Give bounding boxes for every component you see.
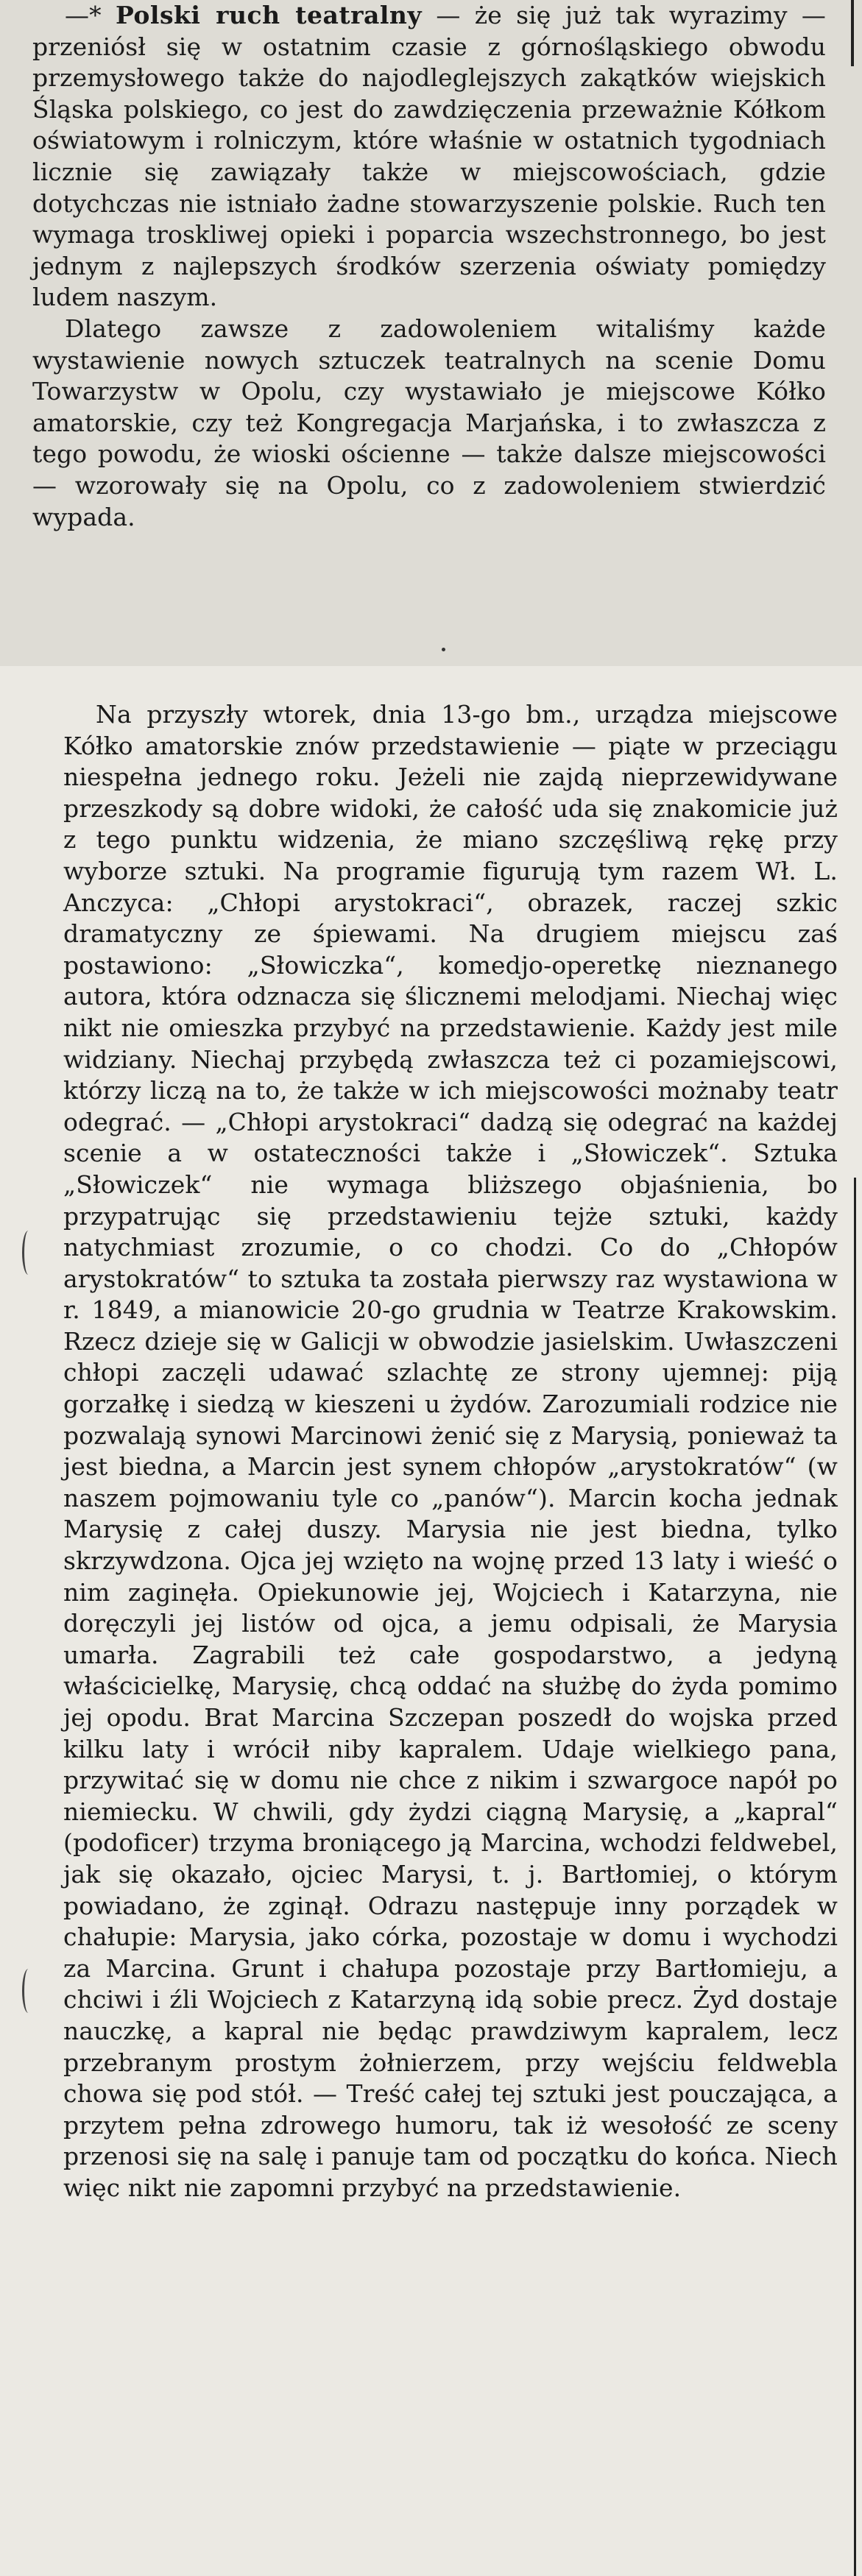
margin-pencil-mark [22, 1231, 35, 1275]
article-polski-ruch-teatralny [32, 0, 826, 533]
article-theatre-announcement [63, 699, 838, 2204]
article-1-lead-text: — że się już tak wyrazimy — przeniósł się w ostatnim czasie z górnośląskiego obwodu przemysłowego także do najodleglejszych zakątków wiejskich Śląska polskiego, co jest do zawdzięczenia przeważnie Kółkom oświatowym i rolniczym, które właśnie w ostatnich tygodniach licznie się zawiązały także w miejscowościach, gdzie dotychczas nie istniało żadne stowarzyszenie polskie. Ruch ten wymaga troskliwej opieki i poparcia wszechstronnego, bo jest jednym z najlepszych środków szerzenia oświaty pomiędzy ludem naszym. [32, 1, 827, 312]
article-1-title: Polski ruch teatralny [115, 1, 423, 29]
lead-marker: —* [65, 1, 102, 29]
article-1-paragraph-1 [32, 0, 826, 314]
margin-pencil-mark [22, 1969, 35, 2013]
column-rule-top [851, 0, 854, 66]
article-1-paragraph-2: Dlatego zawsze z zadowoleniem witaliśmy każde wystawienie nowych sztuczek teatralnych na scenie Domu Towarzystw w Opolu, czy wystawiało je miejscowe Kółko amatorskie, czy też Kongregacja Marjańska, i to zwłaszcza z tego powodu, że wioski ościenne — także dalsze miejscowości — wzorowały się na Opolu, co z zadowoleniem stwierdzić wypada. [32, 314, 826, 531]
separator-dot [442, 648, 445, 651]
column-rule-right [854, 1178, 856, 2576]
article-2-paragraph-1: Na przyszły wtorek, dnia 13-go bm., urządza miejscowe Kółko amatorskie znów przedstawienie — piąte w przeciągu niespełna jednego roku. Jeżeli nie zajdą nieprzewidywane przeszkody są dobre widoki, że całość uda się znakomicie już z tego punktu widzenia, że miano szczęśliwą rękę przy wyborze sztuki. Na programie figurują tym razem Wł. L. Anczyca: „Chłopi arystokraci“, obrazek, raczej szkic dramatyczny ze śpiewami. Na drugiem miejscu zaś postawiono: „Słowiczka“, komedjo-operetkę nieznanego autora, która odznacza się ślicznemi melodjami. Niechaj więc nikt nie omieszka przybyć na przedstawienie. Każdy jest mile widziany. Niechaj przybędą zwłaszcza też ci pozamiejscowi, którzy liczą na to, że także w ich miejscowości możnaby teatr odegrać. — „Chłopi arystokraci“ dadzą się odegrać na każdej scenie a w ostateczności także i „Słowiczek“. Sztuka „Słowiczek“ nie wymaga bliższego objaśnienia, bo przypatrując się przedstawieniu tejże sztuki, każdy natychmiast zrozumie, o co chodzi. Co do „Chłopów arystokratów“ to sztuka ta została pierwszy raz wystawiona w r. 1849, a mianowicie 20-go grudnia w Teatrze Krakowskim. Rzecz dzieje się w Galicji w obwodzie jasielskim. Uwłaszczeni chłopi zaczęli udawać szlachtę ze strony ujemnej: piją gorzałkę i siedzą w kieszeni u żydów. Zarozumiali rodzice nie pozwalają synowi Marcinowi żenić się z Marysią, ponieważ ta jest biedna, a Marcin jest synem chłopów „arystokratów“ (w naszem pojmowaniu tyle co „panów“). Marcin kocha jednak Marysię z całej duszy. Marysia nie jest biedna, tylko skrzywdzona. Ojca jej wzięto na wojnę przed 13 laty i wieść o nim zaginęła. Opiekunowie jej, Wojciech i Katarzyna, nie doręczyli jej listów od ojca, a jemu odpisali, że Marysia umarła. Zagrabili też całe gospodarstwo, a jedyną właścicielkę, Marysię, chcą oddać na służbę do żyda pomimo jej opodu. Brat Marcina Szczepan poszedł do wojska przed kilku laty i wrócił niby kapralem. Udaje wielkiego pana, przywitać się w domu nie chce z nikim i szwargoce napół po niemiecku. W chwili, gdy żydzi ciągną Marysię, a „kapral“ (podoficer) trzyma broniącego ją Marcina, wchodzi feldwebel, jak się okazało, ojciec Marysi, t. j. Bartłomiej, o którym powiadano, że zginął. Odrazu następuje inny porządek w chałupie: Marysia, jako córka, pozostaje w domu i wychodzi za Marcina. Grunt i chałupa pozostaje przy Bartłomieju, a chciwi i źli Wojciech z Katarzyną idą sobie precz. Żyd dostaje nauczkę, a kapral nie będąc prawdziwym kapralem, lecz przebranym prostym żołnierzem, przy wejściu feldwebla chowa się pod stół. — Treść całej tej sztuki jest pouczająca, a przytem pełna zdrowego humoru, tak iż wesołość ze sceny przenosi się na salę i panuje tam od początku do końca. Niech więc nikt nie zapomni przybyć na przedstawienie. [63, 700, 838, 2202]
